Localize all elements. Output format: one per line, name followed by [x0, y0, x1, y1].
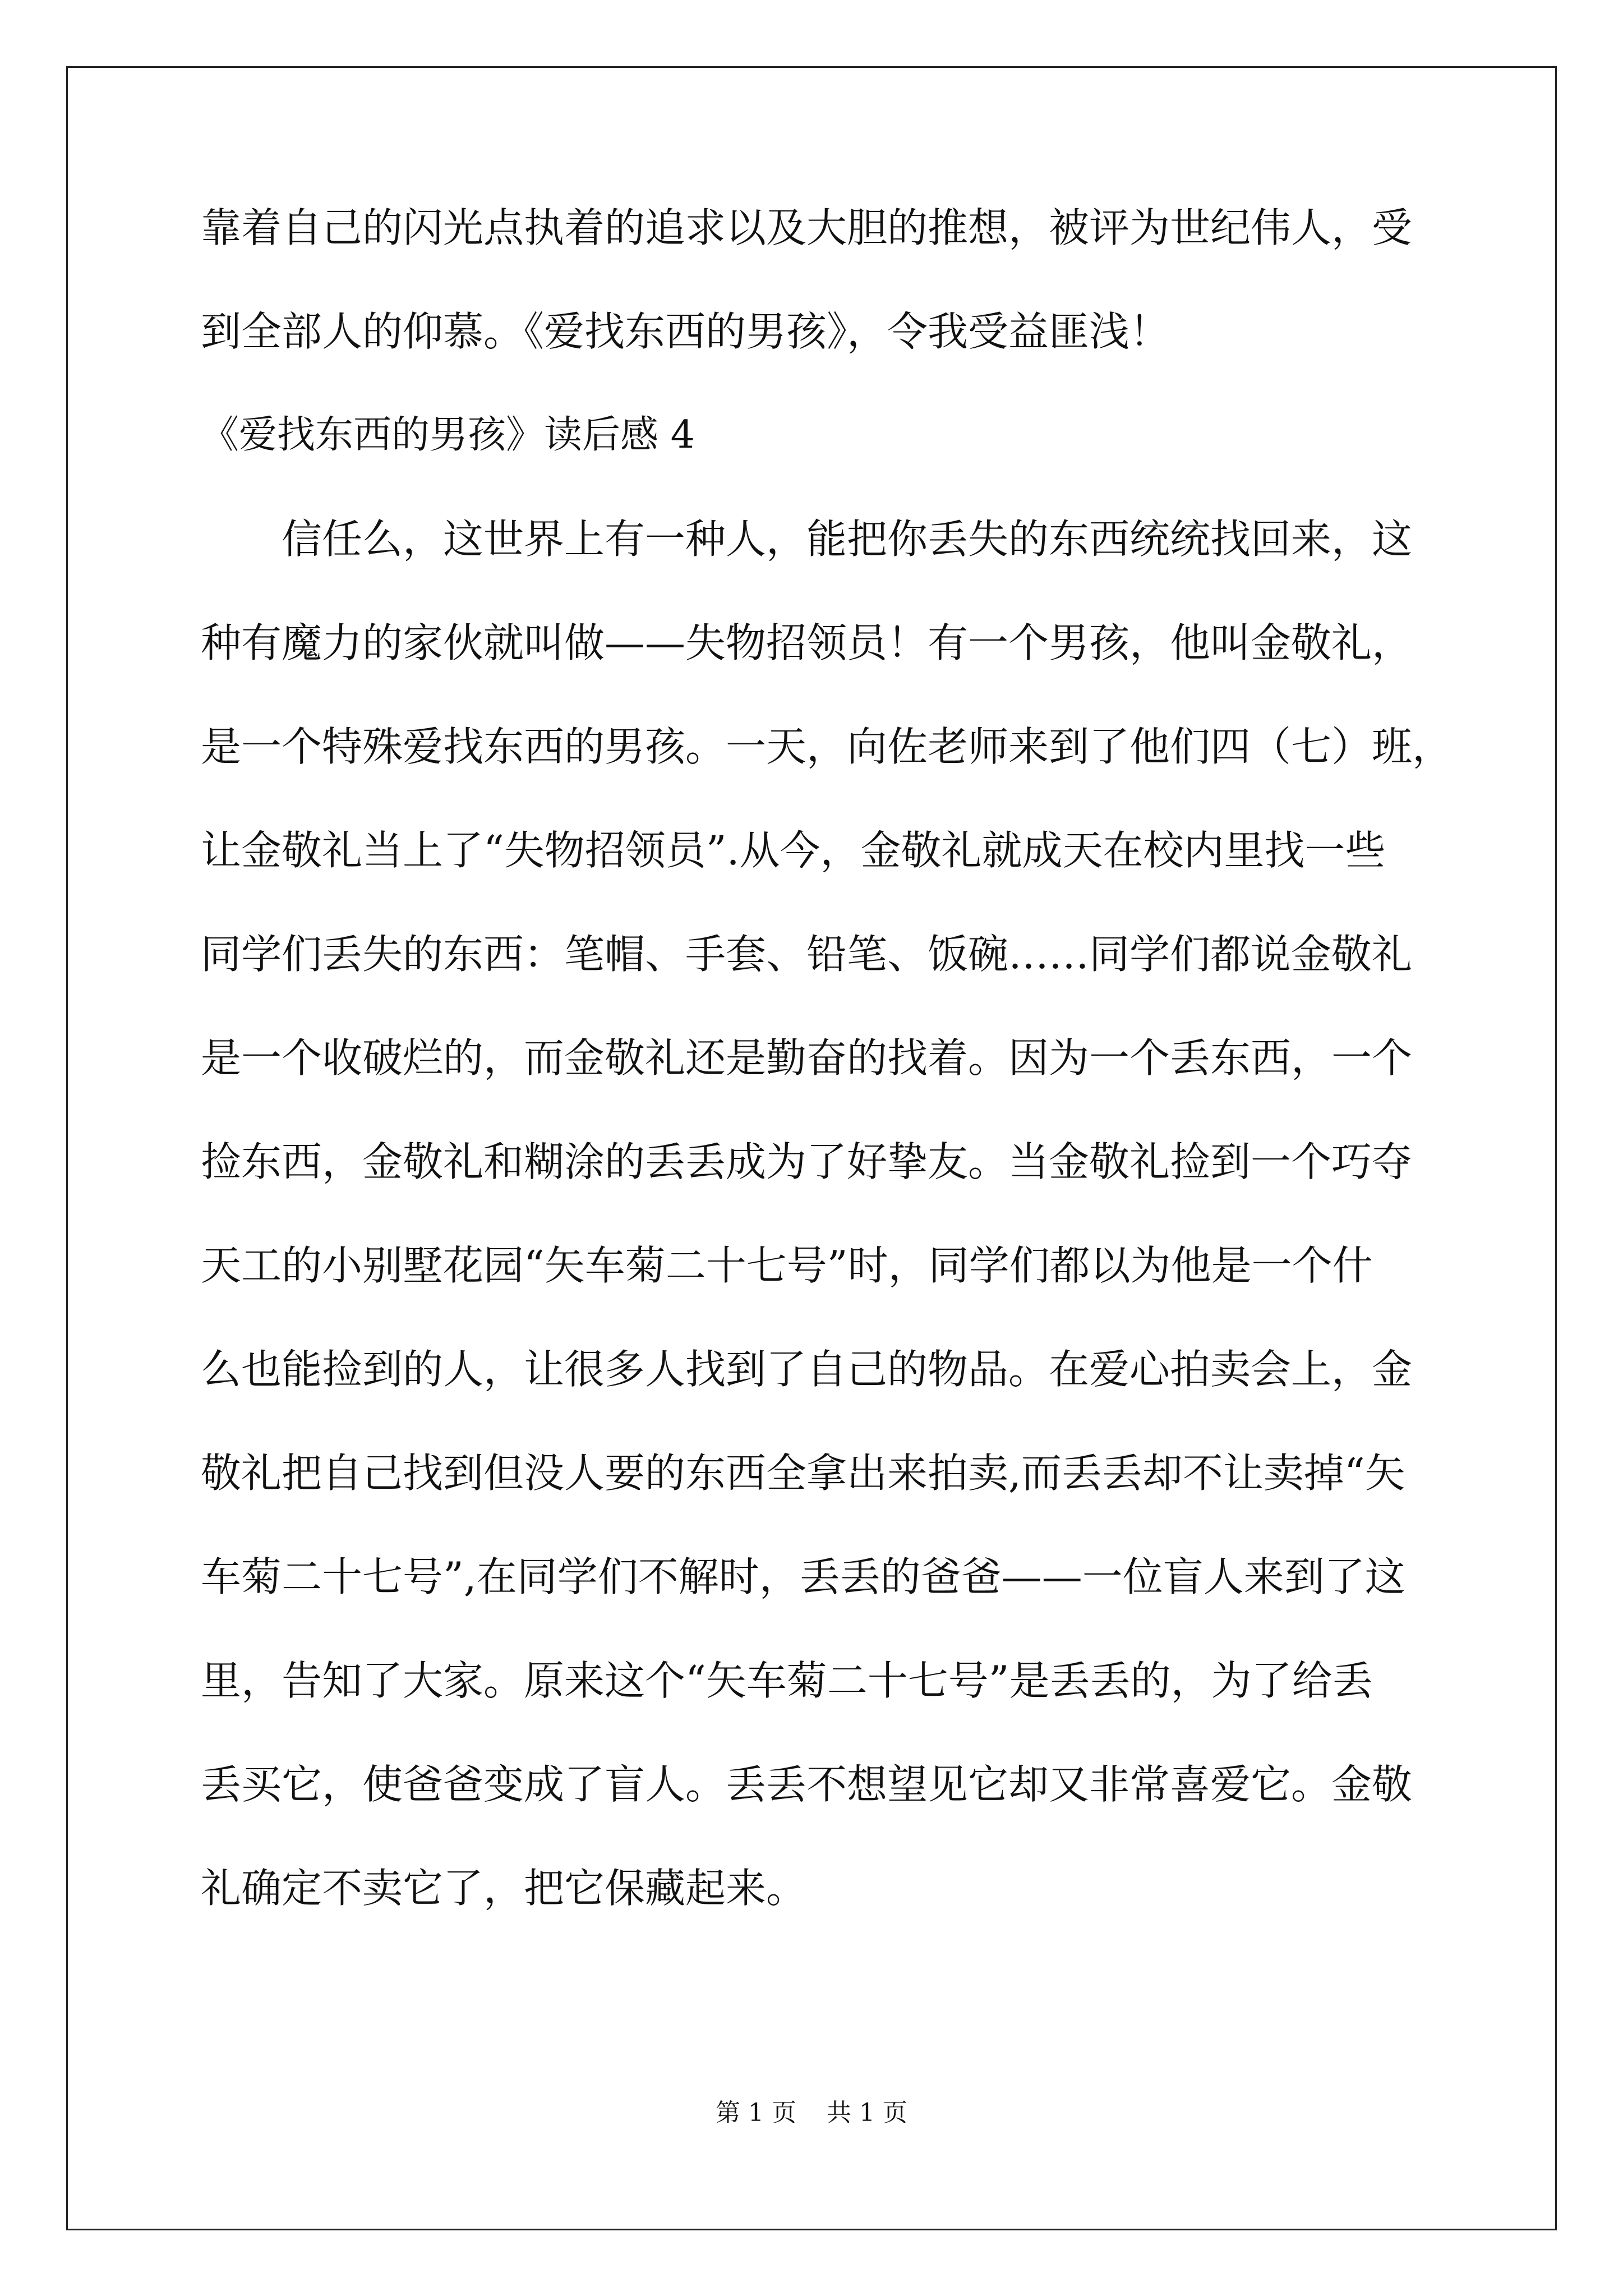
text-line: 靠着自己的闪光点执着的追求以及大胆的推想，被评为世纪伟人，受 — [201, 204, 1413, 251]
text-line: 是一个特殊爱找东西的男孩。一天，向佐老师来到了他们四（七）班， — [201, 723, 1453, 770]
text-line: 车菊二十七号”,在同学们不解时，丢丢的爸爸——一位盲人来到了这 — [201, 1553, 1405, 1600]
text-line: 天工的小别墅花园“矢车菊二十七号”时，同学们都以为他是一个什 — [201, 1242, 1373, 1289]
text-line: 里，告知了大家。原来这个“矢车菊二十七号”是丢丢的，为了给丢 — [201, 1657, 1373, 1704]
text-line: 捡东西，金敬礼和糊涂的丢丢成为了好挚友。当金敬礼捡到一个巧夺 — [201, 1138, 1413, 1185]
text-line: 种有魔力的家伙就叫做——失物招领员！有一个男孩，他叫金敬礼， — [201, 619, 1413, 666]
text-line: 么也能捡到的人，让很多人找到了自己的物品。在爱心拍卖会上，金 — [201, 1346, 1413, 1393]
document-body — [201, 204, 1453, 1972]
page-footer — [0, 2101, 1623, 2125]
text-line: 是一个收破烂的，而金敬礼还是勤奋的找着。因为一个丢东西，一个 — [201, 1034, 1413, 1082]
page-number: 第 1 页 — [716, 2099, 796, 2127]
text-line: 同学们丢失的东西：笔帽、手套、铅笔、饭碗……同学们都说金敬礼 — [201, 931, 1413, 978]
text-line: 到全部人的仰慕。《爱找东西的男孩》，令我受益匪浅！ — [201, 308, 1170, 355]
text-line: 礼确定不卖它了，把它保藏起来。 — [201, 1865, 807, 1912]
text-line: 让金敬礼当上了“失物招领员”.从今，金敬礼就成天在校内里找一些 — [201, 827, 1386, 874]
paragraph-first-line: 信任么，这世界上有一种人，能把你丢失的东西统统找回来，这 — [282, 516, 1413, 563]
text-line: 敬礼把自己找到但没人要的东西全拿出来拍卖,而丢丢却不让卖掉“矢 — [201, 1450, 1405, 1497]
text-line: 丢买它，使爸爸变成了盲人。丢丢不想望见它却又非常喜爱它。金敬 — [201, 1761, 1413, 1808]
page-total: 共 1 页 — [827, 2099, 907, 2127]
section-heading: 《爱找东西的男孩》读后感 4 — [201, 413, 695, 457]
